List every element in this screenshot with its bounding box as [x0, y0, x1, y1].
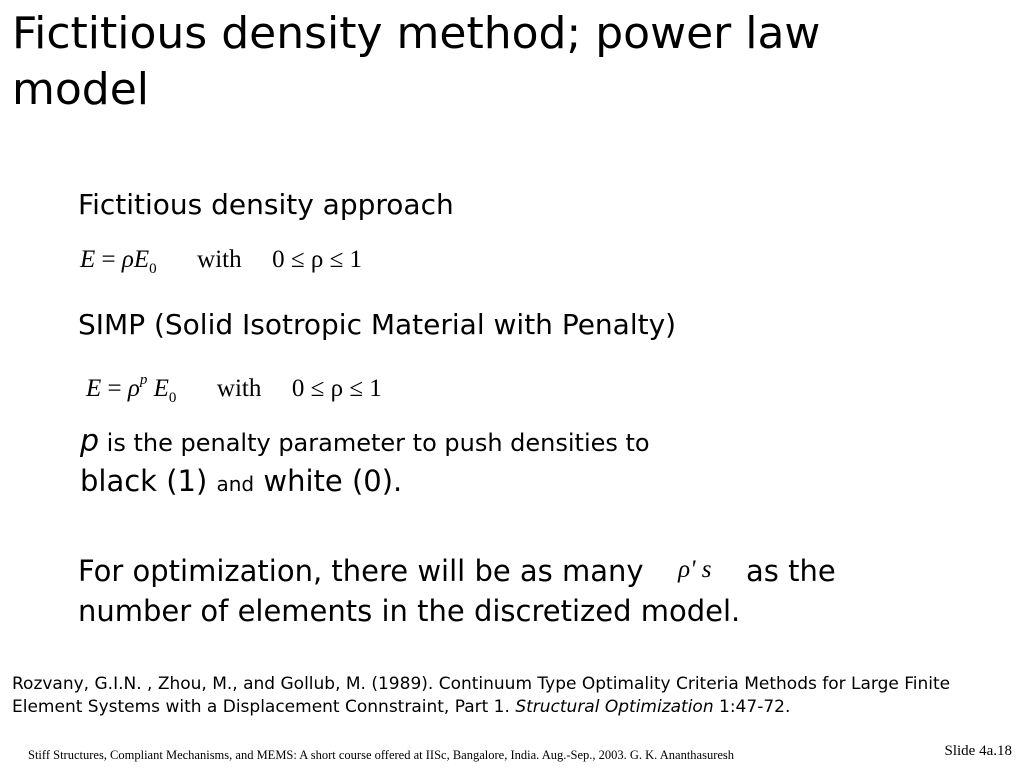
- optimization-text-before: For optimization, there will be as many: [78, 554, 644, 588]
- eq1-lhs: E: [80, 246, 96, 273]
- slide-footer: Stiff Structures, Compliant Mechanisms, and MEMS: A short course offered at IISc, Bangalore, India. Aug.-Sep., 2003. G. K. Ananthasuresh: [28, 748, 735, 762]
- eq1-modulus: E: [133, 246, 150, 273]
- reference-journal: Structural Optimization: [515, 697, 714, 717]
- penalty-description: [80, 423, 760, 503]
- eq1-range: 0 ≤ ρ ≤ 1: [272, 246, 363, 273]
- eq1-with: with: [197, 246, 242, 273]
- penalty-and: and: [216, 472, 255, 496]
- penalty-black: black (1): [80, 464, 217, 498]
- eq2-lhs: E: [86, 375, 102, 402]
- eq2-subscript: 0: [168, 390, 177, 406]
- reference-citation: [12, 673, 1012, 719]
- eq1-subscript: 0: [149, 261, 157, 277]
- rho-s-symbol: ρ' s: [678, 556, 712, 583]
- penalty-white: white (0).: [254, 464, 403, 498]
- equation-power-law: [86, 374, 382, 404]
- eq2-with: with: [216, 375, 262, 402]
- heading-simp: SIMP (Solid Isotropic Material with Penalty): [78, 308, 677, 341]
- optimization-text-after: as the number of elements in the discretized model.: [78, 554, 836, 628]
- eq2-rho: ρ: [127, 375, 140, 402]
- equation-linear-model: [80, 245, 362, 275]
- heading-fictitious-density: Fictitious density approach: [78, 188, 454, 221]
- penalty-text: is the penalty parameter to push densities to: [99, 429, 650, 457]
- eq2-range: 0 ≤ ρ ≤ 1: [291, 375, 382, 402]
- reference-text: Rozvany, G.I.N. , Zhou, M., and Gollub, M. (1989). Continuum Type Optimality Criteria Methods for Large Finite Element Systems with a Displacement Connstraint, Part 1.: [12, 674, 951, 717]
- eq1-rho: ρ: [121, 246, 134, 273]
- slide-title: Fictitious density method; power law model: [12, 8, 821, 115]
- eq2-exponent: p: [139, 372, 148, 388]
- penalty-symbol: p: [80, 424, 100, 459]
- slide-number: Slide 4a.18: [944, 743, 1012, 759]
- eq2-modulus: E: [153, 375, 169, 402]
- eq1-equals: =: [101, 246, 116, 273]
- optimization-statement: [78, 550, 918, 631]
- reference-pages: 1:47-72.: [713, 697, 791, 717]
- eq2-equals: =: [107, 375, 122, 402]
